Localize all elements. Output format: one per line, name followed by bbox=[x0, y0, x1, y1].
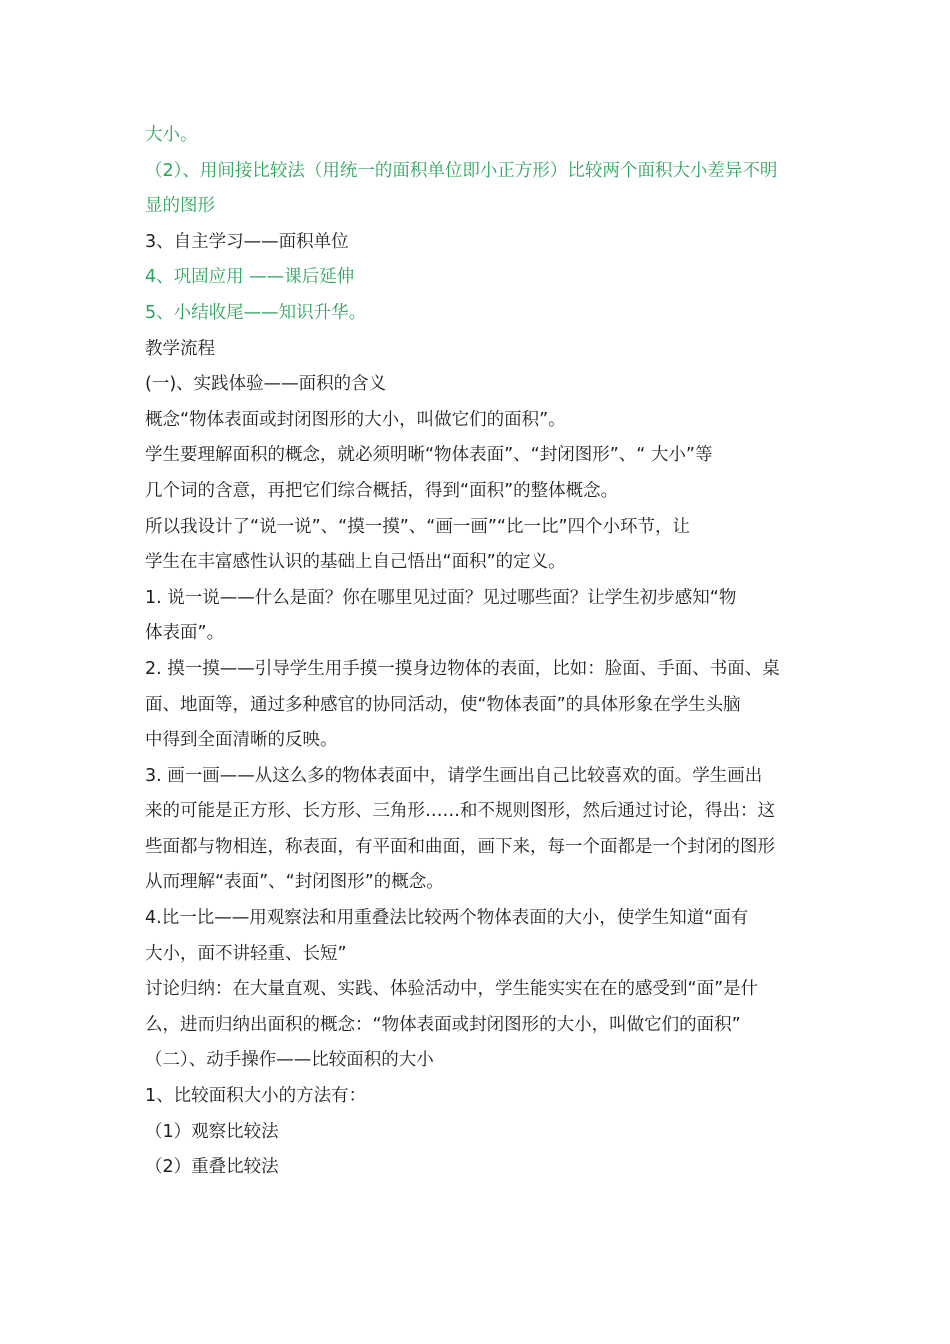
text-line: （2）重叠比较法 bbox=[145, 1157, 279, 1178]
text-line: 所以我设计了“说一说”、“摸一摸”、“画一画”“比一比”四个小环节，让 bbox=[145, 516, 691, 537]
text-line: 面、地面等，通过多种感官的协同活动，使“物体表面”的具体形象在学生头脑 bbox=[145, 694, 741, 715]
text-line: 大小。 bbox=[145, 125, 198, 145]
text-line: 显的图形 bbox=[145, 196, 215, 217]
text-line: （二）、动手操作——比较面积的大小 bbox=[145, 1050, 434, 1071]
text-line: 几个词的含意，再把它们综合概括，得到“面积”的整体概念。 bbox=[145, 480, 619, 501]
text-line: 3、自主学习——面积单位 bbox=[145, 231, 349, 252]
text-line: 4、巩固应用 ——课后延伸 bbox=[145, 267, 355, 288]
text-line: 1. 说一说——什么是面？你在哪里见过面？见过哪些面？让学生初步感知“物 bbox=[145, 587, 737, 608]
text-line: 学生在丰富感性认识的基础上自己悟出“面积”的定义。 bbox=[145, 552, 566, 573]
text-line: 5、小结收尾——知识升华。 bbox=[145, 302, 367, 323]
text-line: 4.比一比——用观察法和用重叠法比较两个物体表面的大小，使学生知道“面有 bbox=[145, 908, 749, 929]
text-line: 些面都与物相连，称表面，有平面和曲面，画下来，每一个面都是一个封闭的图形 bbox=[145, 836, 775, 857]
text-line: 2. 摸一摸——引导学生用手摸一摸身边物体的表面，比如：脸面、手面、书面、桌 bbox=[145, 658, 780, 679]
text-line: 教学流程 bbox=[145, 338, 215, 359]
text-line: 从而理解“表面”、“封闭图形”的概念。 bbox=[145, 872, 444, 893]
document-body bbox=[145, 118, 810, 1186]
text-line: 讨论归纳：在大量直观、实践、体验活动中，学生能实实在在的感受到“面”是什 bbox=[145, 979, 759, 1000]
text-line: 来的可能是正方形、长方形、三角形……和不规则图形，然后通过讨论，得出：这 bbox=[145, 801, 775, 822]
text-line: （1）观察比较法 bbox=[145, 1121, 279, 1142]
text-line: 3. 画一画——从这么多的物体表面中，请学生画出自己比较喜欢的面。学生画出 bbox=[145, 765, 763, 786]
text-line: 1、比较面积大小的方法有： bbox=[145, 1086, 367, 1107]
text-line: 概念“物体表面或封闭图形的大小，叫做它们的面积”。 bbox=[145, 409, 566, 430]
text-line: 么，进而归纳出面积的概念：“物体表面或封闭图形的大小，叫做它们的面积” bbox=[145, 1014, 741, 1035]
text-line: 学生要理解面积的概念，就必须明晰“物体表面”、“封闭图形”、“ 大小”等 bbox=[145, 445, 713, 466]
text-line: (一)、实践体验——面积的含义 bbox=[145, 374, 387, 395]
text-line: （2）、用间接比较法（用统一的面积单位即小正方形）比较两个面积大小差异不明 bbox=[145, 160, 778, 181]
text-line: 中得到全面清晰的反映。 bbox=[145, 730, 338, 751]
text-line: 体表面”。 bbox=[145, 623, 225, 644]
text-line: 大小，面不讲轻重、长短” bbox=[145, 943, 347, 964]
